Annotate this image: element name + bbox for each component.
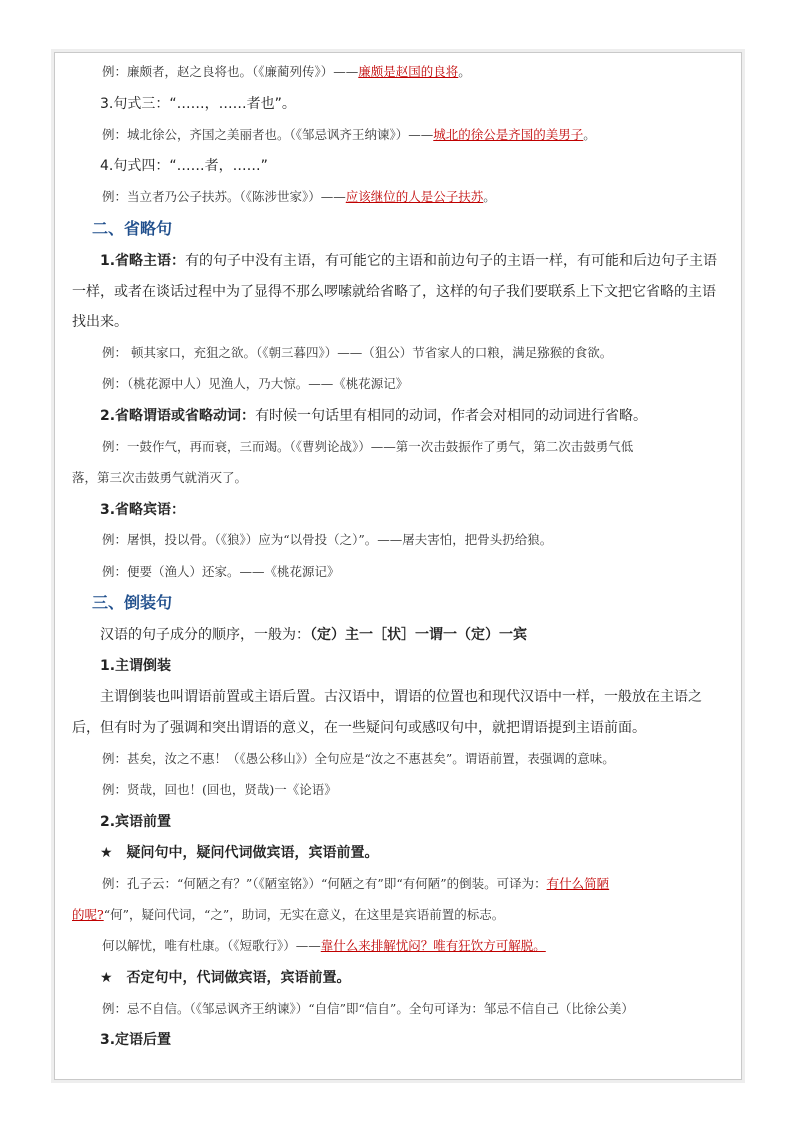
example-line: 落，第三次击鼓勇气就消灭了。 xyxy=(72,470,248,485)
section-heading-inversion: 三、倒装句 xyxy=(92,593,173,612)
paragraph: 汉语的句子成分的顺序，一般为：（定）主一［状］一谓一（定）一宾 xyxy=(100,627,527,643)
paragraph: 一样，或者在谈话过程中为了显得不那么啰嗦就给省略了，这样的句子我们要联系上下文把它省略的主语 xyxy=(72,284,716,300)
example-line: 例：城北徐公，齐国之美丽者也。（《邹忌讽齐王纳谏》）——城北的徐公是齐国的美男子。 xyxy=(102,127,596,142)
translation-highlight: 的呢? xyxy=(72,907,104,922)
paragraph: 1.省略主语：有的句子中没有主语，有可能它的主语和前边句子的主语一样，有可能和后边句子主语 xyxy=(100,253,718,269)
paragraph: 主谓倒装也叫谓语前置或主语后置。古汉语中，谓语的位置也和现代汉语中一样，一般放在主语之 xyxy=(100,689,702,705)
example-line: 例：屠惧，投以骨。（《狼》）应为“以骨投（之）”。——屠夫害怕，把骨头扔给狼。 xyxy=(102,532,553,547)
example-line: 例：便要（渔人）还家。——《桃花源记》 xyxy=(102,564,340,579)
paragraph: 找出来。 xyxy=(72,314,128,330)
star-point: ★ 否定句中，代词做宾语，宾语前置。 xyxy=(100,970,351,986)
example-line: 例：（桃花源中人）见渔人，乃大惊。——《桃花源记》 xyxy=(102,376,409,391)
example-line: 例：廉颇者，赵之良将也。（《廉蔺列传》）——廉颇是赵国的良将。 xyxy=(102,64,471,79)
subheading: 1.主谓倒装 xyxy=(100,658,172,674)
translation-highlight: 靠什么来排解忧闷？唯有狂饮方可解脱。 xyxy=(320,938,546,953)
subheading: 2.宾语前置 xyxy=(100,814,172,830)
example-line: 的呢?“何”，疑问代词，“之”，助词，无实在意义，在这里是宾语前置的标志。 xyxy=(72,907,505,922)
translation-highlight: 廉颇是赵国的良将 xyxy=(358,64,459,79)
sentence-pattern-3: 3.句式三：“……，……者也”。 xyxy=(100,96,296,112)
paragraph: 后，但有时为了强调和突出谓语的意义，在一些疑问句或感叹句中，就把谓语提到主语前面。 xyxy=(72,720,646,736)
subheading: 3.定语后置 xyxy=(100,1032,172,1048)
example-line: 例：贤哉，回也！(回也，贤哉)一《论语》 xyxy=(102,782,337,797)
example-line: 例：一鼓作气，再而衰，三而竭。（《曹刿论战》）——第一次击鼓振作了勇气，第二次击鼓勇气低 xyxy=(102,439,634,454)
translation-highlight: 应该继位的人是公子扶苏 xyxy=(345,189,484,204)
paragraph: 2.省略谓语或省略动词：有时候一句话里有相同的动词，作者会对相同的动词进行省略。 xyxy=(100,408,648,424)
example-line: 何以解忧，唯有杜康。（《短歌行》）——靠什么来排解忧闷？唯有狂饮方可解脱。 xyxy=(102,938,546,953)
sentence-pattern-4: 4.句式四：“……者，……” xyxy=(100,158,268,174)
example-line: 例：甚矣，汝之不惠！（《愚公移山》）全句应是“汝之不惠甚矣”。谓语前置，表强调的意味。 xyxy=(102,751,615,766)
example-line: 例：忌不自信。（《邹忌讽齐王纳谏》）“自信”即“信自”。全句可译为：邹忌不信自己（比徐公美） xyxy=(102,1001,634,1016)
example-line: 例： 顿其家口，充狙之欲。（《朝三暮四》）——（狙公）节省家人的口粮，满足猕猴的食欲。 xyxy=(102,345,613,360)
subheading: 3.省略宾语： xyxy=(100,502,186,518)
example-line: 例：孔子云：“何陋之有？”（《陋室铭》）“何陋之有”即“有何陋”的倒装。可译为：有什么简陋 xyxy=(102,876,610,891)
translation-highlight: 城北的徐公是齐国的美男子 xyxy=(433,127,584,142)
star-point: ★ 疑问句中，疑问代词做宾语，宾语前置。 xyxy=(100,845,379,861)
section-heading-omission: 二、省略句 xyxy=(92,219,173,238)
translation-highlight: 有什么简陋 xyxy=(546,876,610,891)
example-line: 例：当立者乃公子扶苏。（《陈涉世家》）——应该继位的人是公子扶苏。 xyxy=(102,189,496,204)
